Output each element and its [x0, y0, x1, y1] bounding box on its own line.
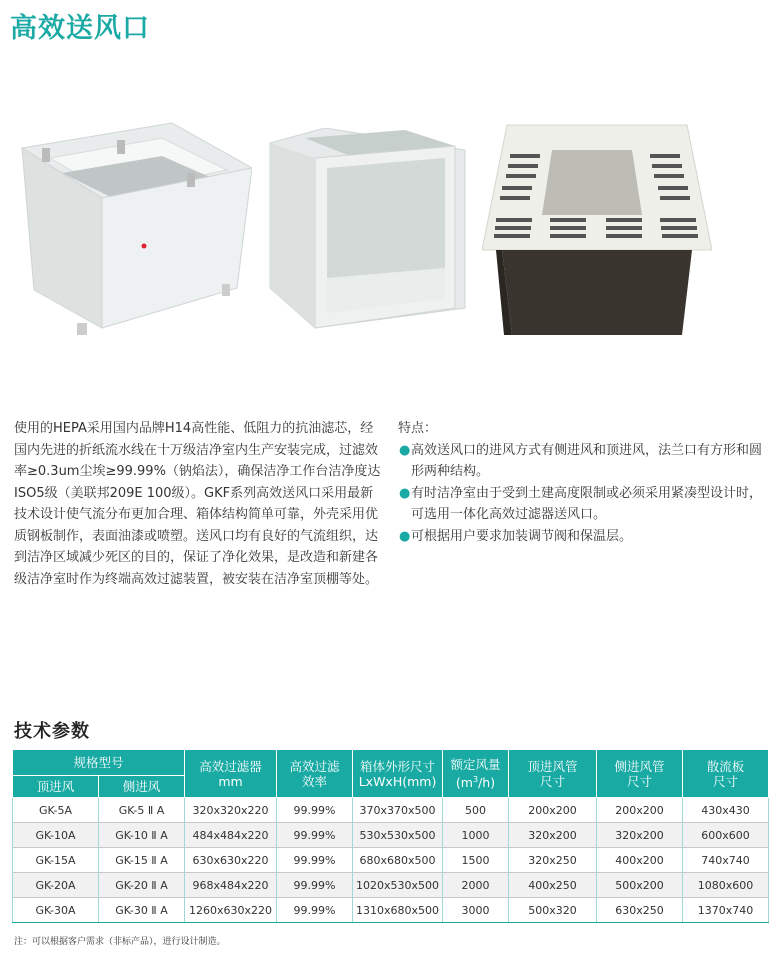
product-image-diffuser: [482, 120, 712, 340]
features-list: [398, 440, 768, 548]
table-row: GK-20A GK-20 Ⅱ A 968x484x220 99.99% 1020x530x500 2000 400x250 500x200 1080x600: [13, 873, 769, 898]
product-image-open-box: [265, 128, 470, 333]
col-header-top-duct: 顶进风管 尺寸: [509, 750, 597, 798]
features-section: [398, 418, 768, 547]
spec-table: [12, 749, 769, 923]
table-row: GK-10A GK-10 Ⅱ A 484x484x220 99.99% 530x530x500 1000 320x200 320x200 600x600: [13, 823, 769, 848]
tech-params-heading: 技术参数: [14, 721, 90, 742]
col-header-filter: 高效过滤器 mm: [185, 750, 277, 798]
bullet-icon: ●: [399, 528, 411, 544]
feature-item: ● 有时洁净室由于受到土建高度限制或必须采用紧凑型设计时，可选用一体化高效过滤器送风口。: [398, 483, 768, 526]
col-header-airflow: 额定风量 $(m^3/h)$: [443, 750, 509, 798]
page-title: 高效送风口: [10, 13, 150, 44]
feature-item: ● 可根据用户要求加装调节阀和保温层。: [398, 526, 768, 548]
table-row: GK-15A GK-15 Ⅱ A 630x630x220 99.99% 680x680x500 1500 320x250 400x200 740x740: [13, 848, 769, 873]
features-heading: 特点：: [398, 421, 438, 436]
col-header-side-duct: 侧进风管 尺寸: [597, 750, 683, 798]
bullet-icon: ●: [399, 442, 411, 458]
col-header-diffuser: 散流板 尺寸: [683, 750, 769, 798]
product-description: 使用的HEPA采用国内品牌H14高性能、低阻力的抗油滤芯，经国内先进的折纸流水线在十万级洁净室内生产安装完成，过滤效率≥0.3um尘埃≥99.99%（钠焰法），确保洁净工作台洁净度达ISO5级（美联邦209E 100级）。GKF系列高效送风口采用最新技术设计使气流分布更加合理、箱体结构简单可靠，外壳采用优质钢板制作，表面油漆或喷塑。送风口均有良好的气流组织，达到洁净区域减少死区的目的，保证了净化效果，是改造和新建各级洁净室时作为终端高效过滤装置，被安装在洁净室顶棚等处。: [14, 421, 381, 587]
col-header-model: 规格型号: [13, 750, 185, 776]
feature-item: ● 高效送风口的进风方式有侧进风和顶进风，法兰口有方形和圆形两种结构。: [398, 440, 768, 483]
bullet-icon: ●: [399, 485, 411, 501]
product-image-side-inlet: [12, 118, 252, 338]
footnote: 注：可以根据客户需求（非标产品），进行设计制造。: [14, 937, 226, 947]
col-header-efficiency: 高效过滤 效率: [277, 750, 353, 798]
col-header-top-inlet: 顶进风: [13, 776, 99, 798]
table-row: GK-5A GK-5 Ⅱ A 320x320x220 99.99% 370x370x500 500 200x200 200x200 430x430: [13, 798, 769, 823]
table-row: GK-30A GK-30 Ⅱ A 1260x630x220 99.99% 1310x680x500 3000 500x320 630x250 1370x740: [13, 898, 769, 923]
col-header-box-size: 箱体外形尺寸 LxWxH(mm): [353, 750, 443, 798]
col-header-side-inlet: 侧进风: [99, 776, 185, 798]
